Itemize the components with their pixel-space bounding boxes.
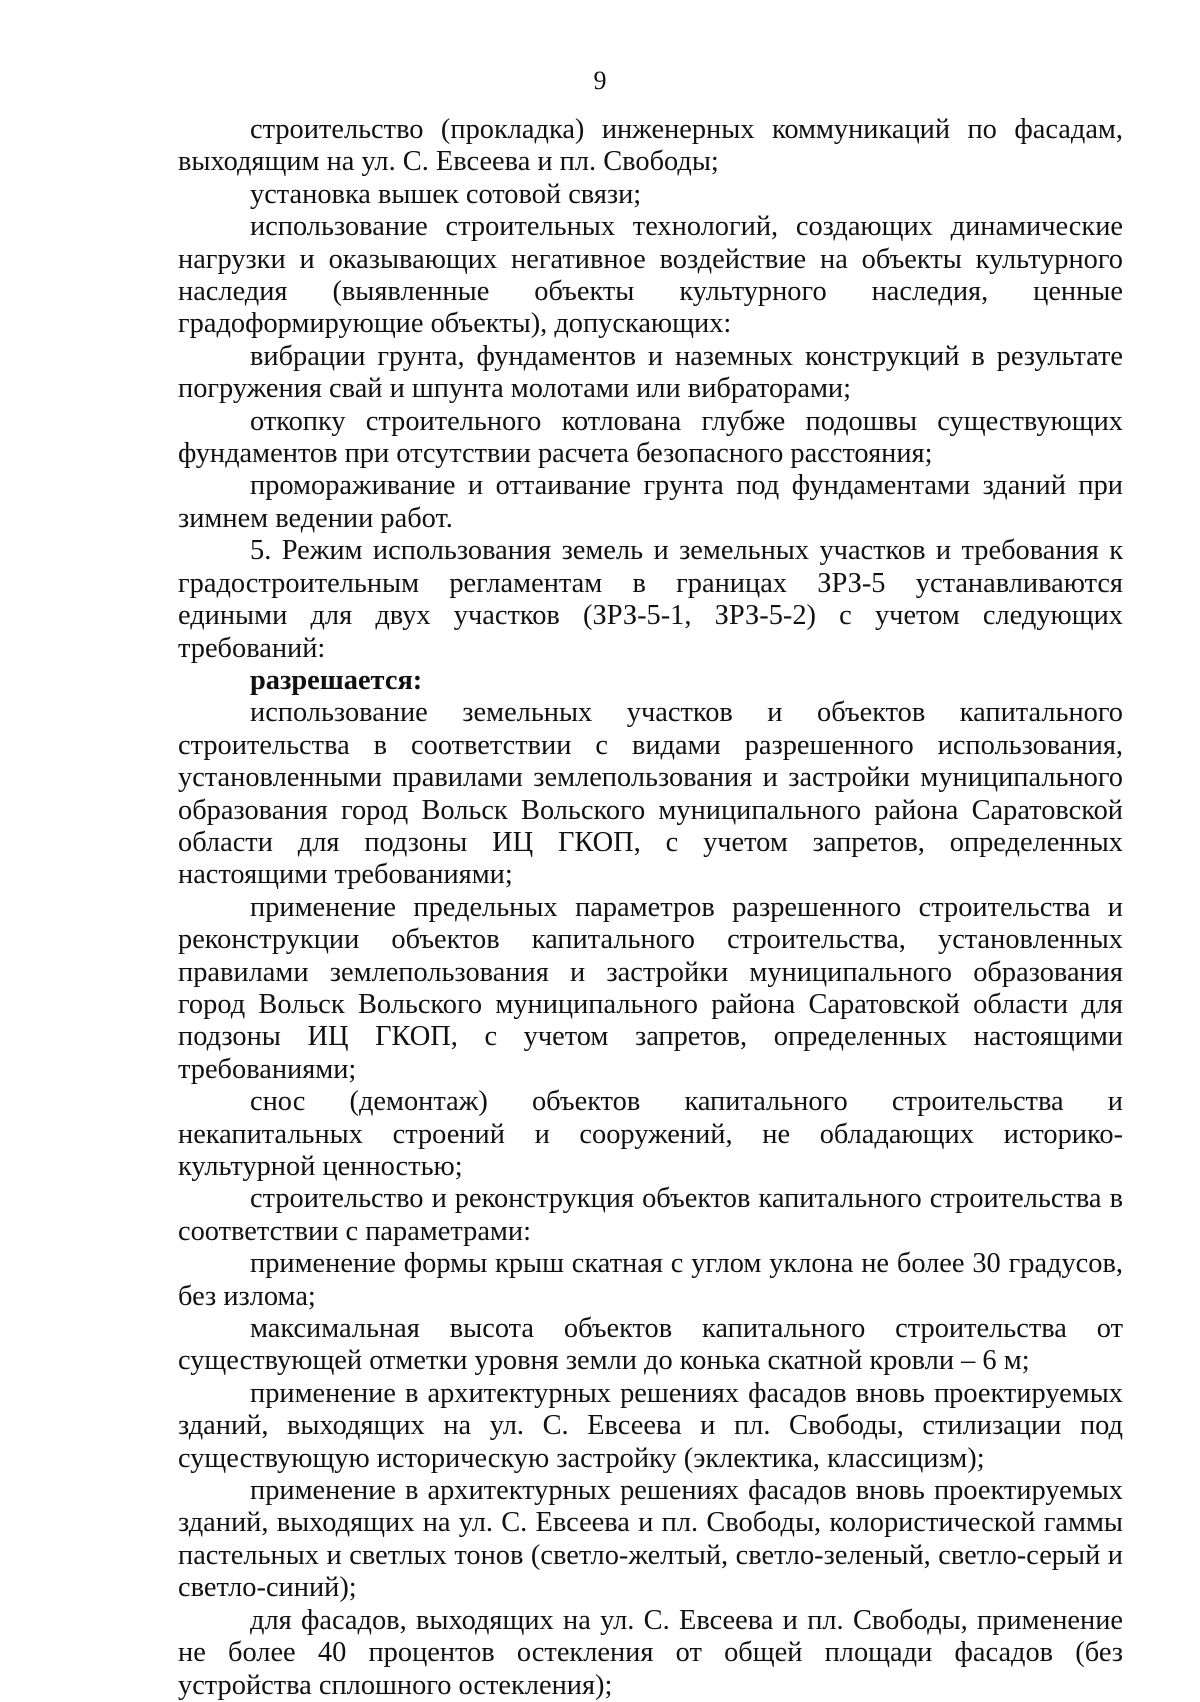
paragraph: применение предельных параметров разрешенного строительства и реконструкции объектов капитального строительства, установленных правилами землепользования и застройки муниципального образования город Вольск Вольского муниципального района Саратовской области для подзоны ИЦ ГКОП, с учетом запретов, определенных настоящими требованиями; xyxy=(178,891,1123,1085)
paragraph: промораживание и оттаивание грунта под фундаментами зданий при зимнем ведении работ. xyxy=(178,470,1123,534)
page-number: 9 xyxy=(593,66,607,95)
paragraph: применение формы крыш скатная с углом уклона не более 30 градусов, без излома; xyxy=(178,1248,1123,1312)
section-paragraph: 5. Режим использования земель и земельных участков и требования к градостроительным регламентам в границах ЗРЗ-5 устанавливаются едиными для двух участков (ЗРЗ-5-1, ЗРЗ-5-2) с учетом следующих требований: xyxy=(178,535,1123,664)
paragraph: строительство (прокладка) инженерных коммуникаций по фасадам, выходящим на ул. С. Евсеева и пл. Свободы; xyxy=(178,114,1123,178)
paragraph: снос (демонтаж) объектов капитального строительства и некапитальных строений и сооружений, не обладающих историко-культурной ценностью; xyxy=(178,1086,1123,1182)
paragraph: вибрации грунта, фундаментов и наземных конструкций в результате погружения свай и шпунта молотами или вибраторами; xyxy=(178,340,1123,405)
paragraph: строительство и реконструкция объектов капитального строительства в соответствии с параметрами: xyxy=(178,1183,1123,1247)
paragraph: использование земельных участков и объектов капитального строительства в соответствии с видами разрешенного использования, установленными правилами землепользования и застройки муниципального образования город Вольск Вольского муниципального района Саратовской области для подзоны ИЦ ГКОП, с учетом запретов, определенных настоящими требованиями; xyxy=(178,697,1123,891)
paragraph: максимальная высота объектов капитального строительства от существующей отметки уровня земли до конька скатной кровли – 6 м; xyxy=(178,1313,1123,1377)
document-body xyxy=(178,114,1123,1702)
section-heading: разрешается: xyxy=(250,664,423,696)
paragraph: применение в архитектурных решениях фасадов вновь проектируемых зданий, выходящих на ул. С. Евсеева и пл. Свободы, колористической гаммы пастельных и светлых тонов (светло-желтый, светло-зеленый, светло-серый и светло-синий); xyxy=(178,1475,1123,1604)
paragraph: применение в архитектурных решениях фасадов вновь проектируемых зданий, выходящих на ул. С. Евсеева и пл. Свободы, стилизации под существующую историческую застройку (эклектика, классицизм); xyxy=(178,1377,1123,1474)
paragraph: откопку строительного котлована глубже подошвы существующих фундаментов при отсутствии расчета безопасного расстояния; xyxy=(178,405,1123,470)
paragraph: использование строительных технологий, создающих динамические нагрузки и оказывающих негативное воздействие на объекты культурного наследия (выявленные объекты культурного наследия, ценные градоформирующие объекты), допускающих: xyxy=(178,211,1123,340)
paragraph: для фасадов, выходящих на ул. С. Евсеева и пл. Свободы, применение не более 40 процентов остекления от общей площади фасадов (без устройства сплошного остекления); xyxy=(178,1604,1123,1701)
paragraph: установка вышек сотовой связи; xyxy=(250,178,642,210)
